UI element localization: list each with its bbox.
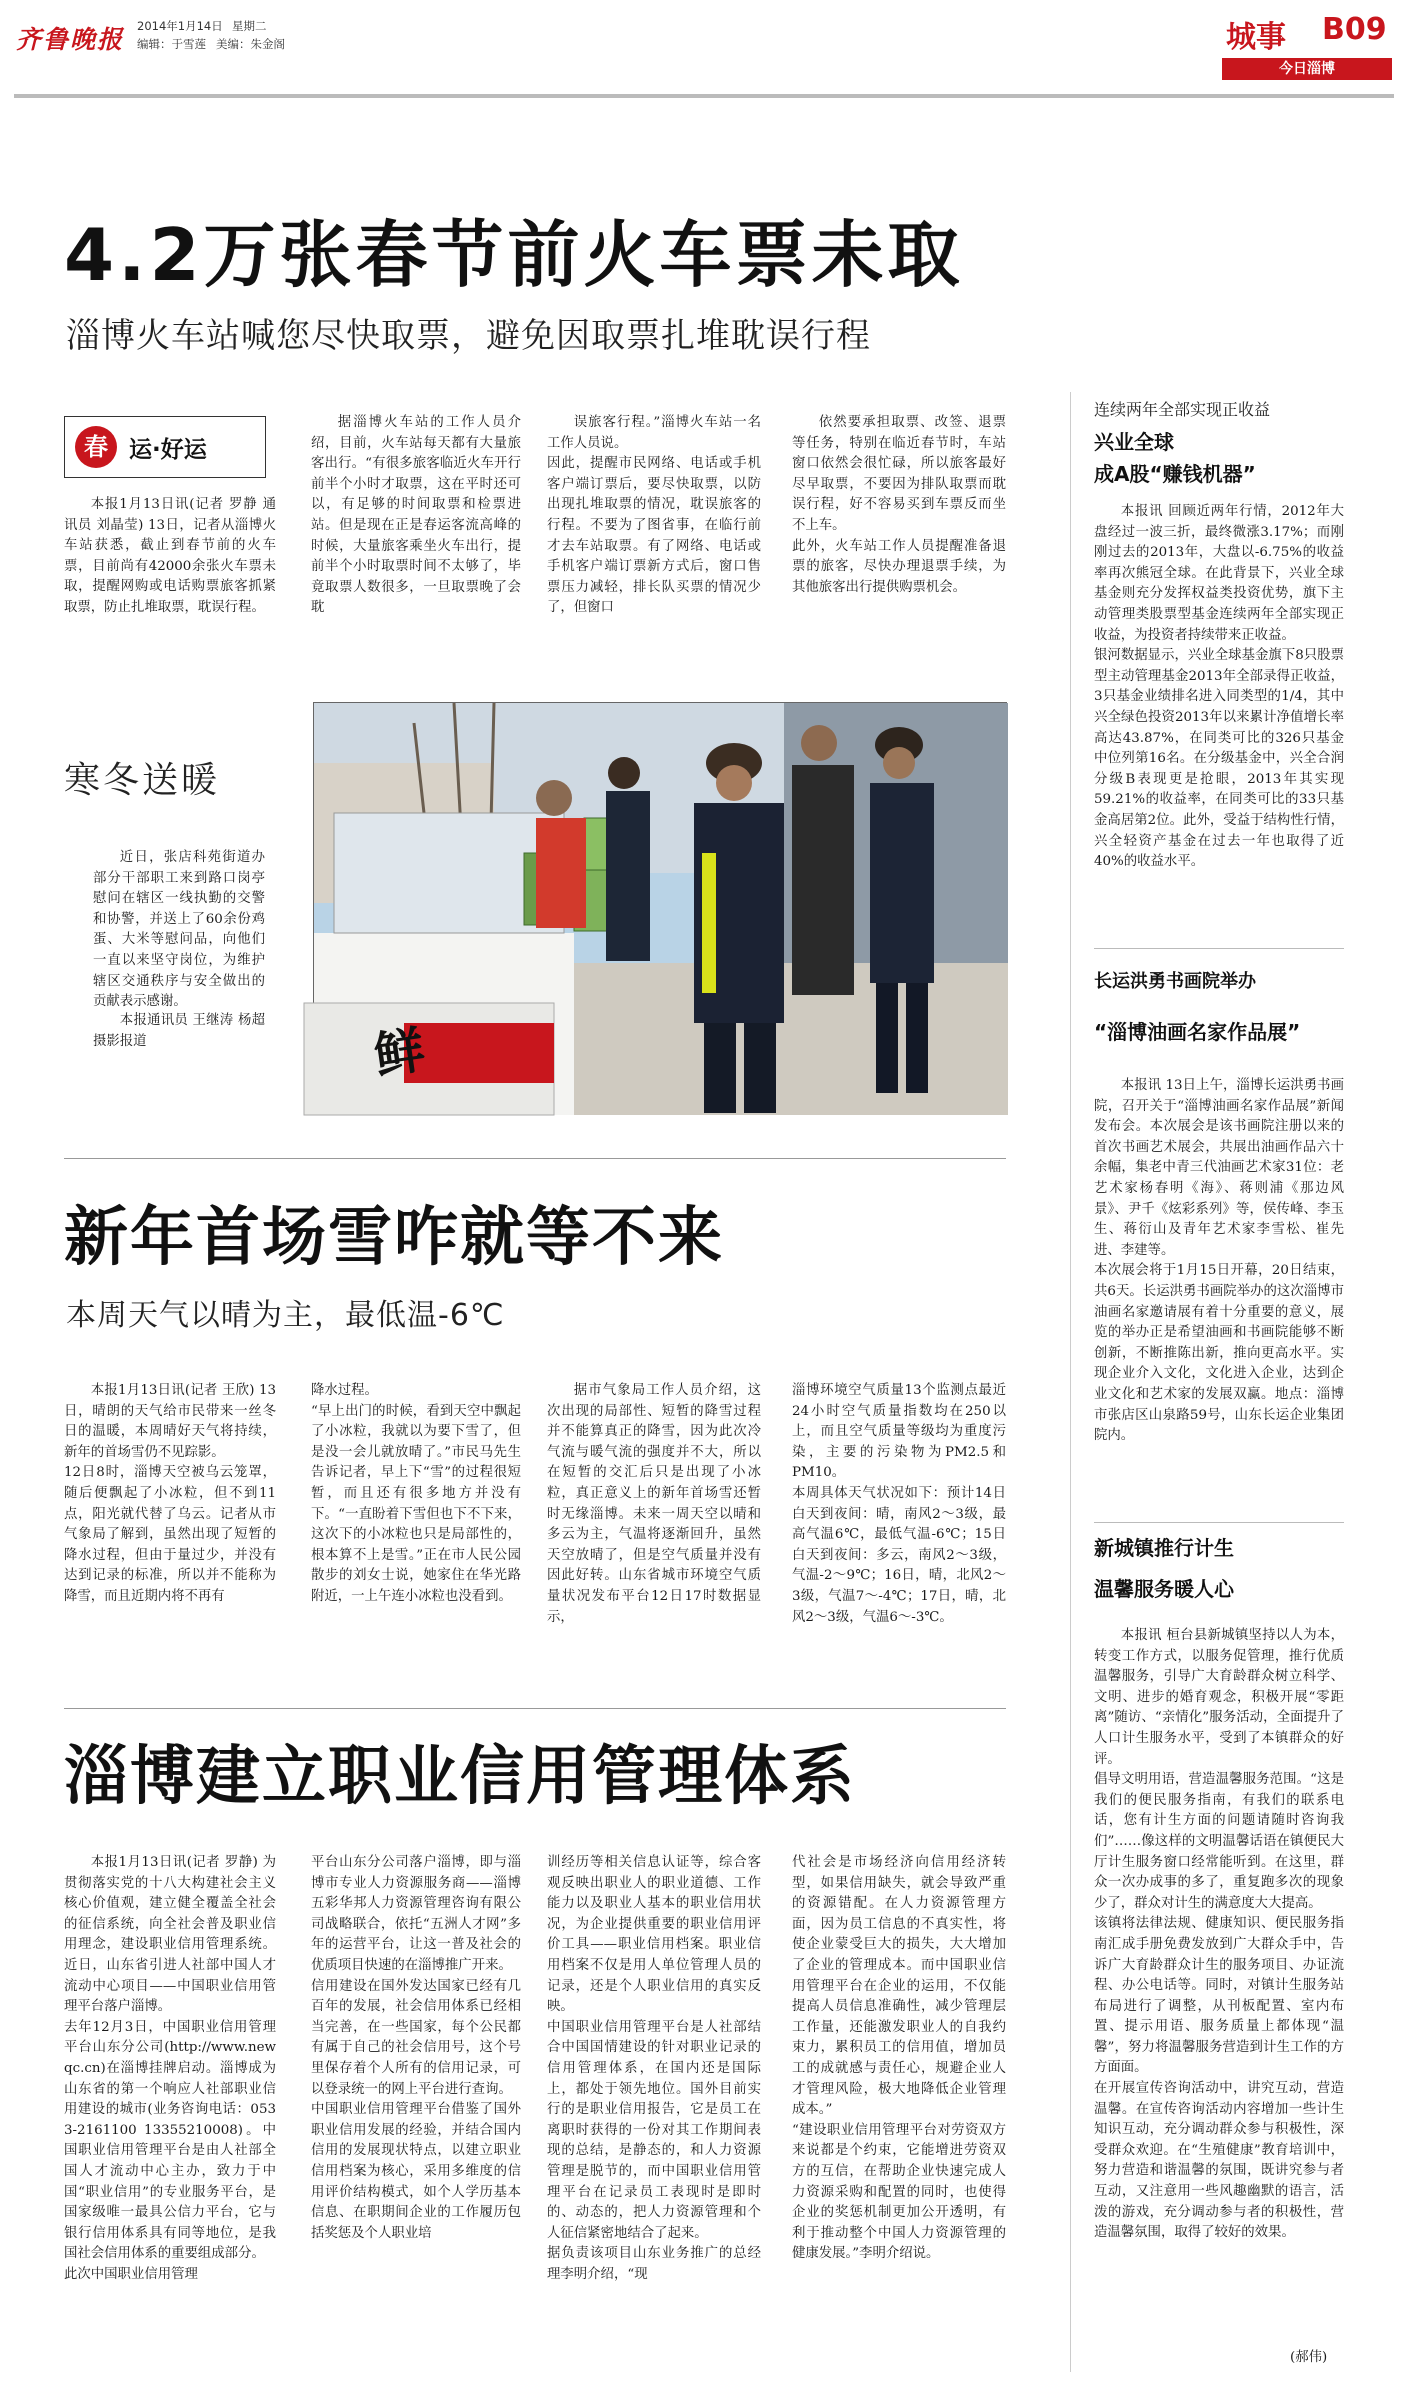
sidebar3-top-rule xyxy=(1094,1522,1344,1523)
masthead xyxy=(0,0,1409,100)
gift-box-label: 鲜 xyxy=(370,1019,429,1086)
sidebar1-kicker: 连续两年全部实现正收益 xyxy=(1094,400,1271,419)
column-tag: 运·好运 xyxy=(129,437,207,463)
sidebar3-credit: (郝伟) xyxy=(1290,2350,1328,2365)
story2-col2: 降水过程。 “早上出门的时候，看到天空中飘起了小冰粒，我就以为要下雪了，但是没一会儿就放晴了。”市民马先生告诉记者，早上下“雪”的过程很短暂，而且还有很多地方并没有下。“一直盼着下雪但也下不下来，这次下的小冰粒也只是局部性的，根本算不上是雪。”正在市人民公园散步的刘女士说，她家住在华光路附近，一上午连小冰粒也没看到。 xyxy=(311,1383,521,1604)
designer-credit: 美编：朱金阁 xyxy=(216,37,285,51)
story3-col3: 训经历等相关信息认证等，综合客观反映出职业人的职业道德、工作能力以及职业人基本的职业信用状况，为企业提供重要的职业信用评价工具——职业信用档案。职业信用档案不仅是用人单位管理人员的记录，还是个人职业信用的真实反映。 中国职业信用管理平台是人社部结合中国国情建设的针对职业记录的信用管理体系，在国内还是国际上，都处于领先地位。国外目前实行的是职业信用报告，它是员工在离职时获得的一份对其工作期间表现的总结，是静态的，和人力资源管理是脱节的，而中国职业信用管理平台在记录员工表现时是即时的、动态的，把人力资源管理和个人征信紧密地结合了起来。 据负责该项目山东业务推广的总经理李明介绍，“现 xyxy=(547,1855,761,2282)
story1-headline: 4.2万张春节前火车票未取 xyxy=(64,213,964,297)
sidebar1-title-line2: 成A股“赚钱机器” xyxy=(1094,462,1256,486)
story3-top-rule xyxy=(64,1708,1006,1709)
column-tag-box xyxy=(64,416,266,478)
story3-col2: 平台山东分公司落户淄博，即与淄博市专业人力资源服务商——淄博五彩华邦人力资源管理咨询有限公司战略联合，依托“五洲人才网”多年的运营平台，让这一普及社会的优质项目快速的在淄博推广开来。 信用建设在国外发达国家已经有几百年的发展，社会信用体系已经相当完善，在一些国家，每个公民都有属于自己的社会信用号，这个号里保存着个人所有的信用记录，可以登录统一的网上平台进行查询。 中国职业信用管理平台借鉴了国外职业信用发展的经验，并结合国内信用的发展现状特点，以建立职业信用档案为核心，采用多维度的信用评价结构模式，如个人学历基本信息、在职期间企业的工作履历包括奖惩及个人职业培 xyxy=(311,1855,521,2241)
spring-logo-icon: 春 xyxy=(75,426,117,468)
story1-col3: 误旅客行程。”淄博火车站一名工作人员说。 因此，提醒市民网络、电话或手机客户端订票后，要尽快取票，以防出现扎堆取票的情况，耽误旅客的行程。不要为了图省事，在临行前才去车站取票。有了网络、电话或手机客户端订票新方式后，窗口售票压力减轻，排长队买票的情况少了，但窗口 xyxy=(547,415,761,616)
story1-lead: 本报1月13日讯(记者 罗静 通讯员 刘晶莹) 13日，记者从淄博火车站获悉，截止到春节前的火车票，目前尚有42000余张火车票未取，提醒网购或电话购票旅客抓紧取票，防止扎堆取票，耽误行程。 xyxy=(64,497,276,615)
story2-col4: 淄博环境空气质量13个监测点最近24小时空气质量指数均在250以上，而且空气质量等级均为重度污染，主要的污染物为PM2.5和PM10。 本周具体天气状况如下：预计14日白天到夜间：晴，南风2～3级，最高气温6℃，最低气温-6℃；15日白天到夜间：多云，南风2～3级，气温-2～9℃；16日，晴，北风2～3级，气温7～-4℃；17日，晴，北风2～3级，气温6～-3℃。 xyxy=(792,1383,1006,1625)
story3-col1: 本报1月13日讯(记者 罗静) 为贯彻落实党的十八大构建社会主义核心价值观，建立健全覆盖全社会的征信系统，向全社会普及职业信用理念，建设职业信用管理系统。近日，山东省引进人社部中国人才流动中心项目——中国职业信用管理平台落户淄博。 去年12月3日，中国职业信用管理平台山东分公司(http://www.newqc.cn)在淄博挂牌启动。淄博成为山东省的第一个响应人社部职业信用建设的城市(业务咨询电话：0533-2161100 13355210008)。中国职业信用管理平台是由人社部全国人才流动中心主办，致力于中国“职业信用”的专业服务平台，是国家级唯一最具公信力平台，它与银行信用体系具有同等地位，是我国社会信用体系的重要组成部分。 此次中国职业信用管理 xyxy=(64,1855,276,2282)
sidebar-divider xyxy=(1070,392,1071,2372)
sidebar2-kicker: 长运洪勇书画院举办 xyxy=(1094,971,1256,992)
photo-story-title: 寒冬送暖 xyxy=(64,760,221,801)
masthead-rule xyxy=(14,94,1394,98)
story3-headline: 淄博建立职业信用管理体系 xyxy=(64,1740,856,1814)
sidebar3-text: 本报讯 桓台县新城镇坚持以人为本，转变工作方式，以服务促管理，推行优质温馨服务，引导广大育龄群众树立科学、文明、进步的婚育观念，积极开展“零距离”随访、“亲情化”服务活动，全面提升了人口计生服务水平，受到了本镇群众的好评。 倡导文明用语，营造温馨服务范围。“这是我们的便民服务指南，有我们的联系电话，您有计生方面的问题请随时咨询我们”……像这样的文明温馨话语在镇便民大厅计生服务窗口经常能听到。在这里，群众一次办成事的多了，重复跑多次的现象少了，群众对计生的满意度大大提高。 该镇将法律法规、健康知识、便民服务指南汇成手册免费发放到广大群众手中，告诉广大育龄群众计生的服务项目、办证流程、办公电话等。同时，对镇计生服务站布局进行了调整，从刊板配置、室内布置、提示用语、服务质量上都体现“温馨”，努力将温馨服务营造到计生工作的方方面面。 在开展宣传咨询活动中，讲究互动，营造温馨。在宣传咨询活动内容增加一些计生知识互动，充分调动群众参与积极性，深受群众欢迎。在“生殖健康”教育培训中，努力营造和谐温馨的氛围，既讲究参与者互动，又注意用一些风趣幽默的语言，活泼的游戏，充分调动参与者的积极性，营造温馨氛围，取得了较好的效果。 xyxy=(1094,1628,1344,2241)
sidebar1-text: 本报讯 回顾近两年行情，2012年大盘经过一波三折，最终微涨3.17%；而刚刚过去的2013年，大盘以-6.75%的收益率再次熊冠全球。在此背景下，兴业全球基金则充分发挥权益类投资优势，旗下主动管理类股票型基金连续两年全部实现正收益，为投资者持续带来正收益。 银河数据显示，兴业全球基金旗下8只股票型主动管理基金2013年全部录得正收益，3只基金业绩排名进入同类型的1/4，其中兴全绿色投资2013年以来累计净值增长率高达43.87%，在同类可比的326只基金中位列第16名。在分级基金中，兴全合润分级B表现更是抢眼，2013年其实现59.21%的收益率，在同类可比的33只基金高居第2位。此外，受益于结构性行情，兴全轻资产基金在过去一年也取得了近40%的收益水平。 xyxy=(1094,504,1344,870)
section-name: 城事 xyxy=(1226,20,1286,55)
editor-credit: 编辑：于雪莲 xyxy=(137,37,206,51)
photo-credit: 本报通讯员 王继涛 杨超 摄影报道 xyxy=(93,1013,265,1049)
photo-story-text: 近日，张店科苑街道办部分干部职工来到路口岗亭慰问在辖区一线执勤的交警和协警，并送上了60余份鸡蛋、大米等慰问品，向他们一直以来坚守岗位，为维护辖区交通秩序与安全做出的贡献表示感谢。 xyxy=(93,850,265,1010)
story2-headline: 新年首场雪咋就等不来 xyxy=(64,1201,724,1275)
issue-date: 2014年1月14日 xyxy=(137,19,223,33)
story2-subhead: 本周天气以晴为主，最低温-6℃ xyxy=(66,1298,505,1333)
section-sub-banner: 今日淄博 xyxy=(1222,58,1392,80)
story1-col2: 据淄博火车站的工作人员介绍，目前，火车站每天都有大量旅客出行。“有很多旅客临近火车开行前半个小时才取票，这在平时还可以，有足够的时间取票和检票进站。但是现在正是春运客流高峰的时候，大量旅客乘坐火车出行，提前半个小时取票时间不太够了，毕竟取票人数很多，一旦取票晚了会耽 xyxy=(311,415,521,616)
story2-col3: 据市气象局工作人员介绍，这次出现的局部性、短暂的降雪过程并不能算真正的降雪，因为此次冷气流与暖气流的强度并不大，所以在短暂的交汇后只是出现了小冰粒，真正意义上的新年首场雪还暂时无缘淄博。未来一周天空以晴和多云为主，气温将逐渐回升，虽然天空放晴了，但是空气质量并没有因此好转。山东省城市环境空气质量状况发布平台12日17时数据显示， xyxy=(547,1383,761,1625)
page-number: B09 xyxy=(1322,12,1387,47)
paper-logo: 齐鲁晚报 xyxy=(16,25,125,54)
sidebar2-top-rule xyxy=(1094,948,1344,949)
story1-col4: 依然要承担取票、改签、退票等任务，特别在临近春节时，车站窗口依然会很忙碌，所以旅客最好尽早取票，不要因为排队取票而耽误行程，好不容易买到车票反而坐不上车。 此外，火车站工作人员提醒准备退票的旅客，尽快办理退票手续，为其他旅客出行提供购票机会。 xyxy=(792,415,1006,595)
story2-top-rule xyxy=(64,1158,1006,1159)
story1-subhead: 淄博火车站喊您尽快取票，避免因取票扎堆耽误行程 xyxy=(66,316,871,356)
sidebar3-title-line2: 温馨服务暖人心 xyxy=(1094,1577,1234,1601)
issue-weekday: 星期二 xyxy=(232,19,267,33)
sidebar1-title-line1: 兴业全球 xyxy=(1094,430,1174,454)
sidebar2-title: “淄博油画名家作品展” xyxy=(1094,1020,1301,1044)
story3-col4: 代社会是市场经济向信用经济转型，如果信用缺失，就会导致严重的资源错配。在人力资源管理方面，因为员工信息的不真实性，将使企业蒙受巨大的损失，大大增加了企业的管理成本。而中国职业信用管理平台在企业的运用，不仅能提高人员信息准确性，减少管理层工作量，还能激发职业人的自我约束力，累积员工的信用值，增加员工的成就感与责任心，规避企业人才管理风险，极大地降低企业管理成本。” “建设职业信用管理平台对劳资双方来说都是个约束，它能增进劳资双方的互信，在帮助企业快速完成人力资源采购和配置的同时，也使得企业的奖惩机制更加公开透明，有利于推动整个中国人力资源管理的健康发展。”李明介绍说。 xyxy=(792,1855,1006,2262)
sidebar3-title-line1: 新城镇推行计生 xyxy=(1094,1536,1234,1560)
story2-col1: 本报1月13日讯(记者 王欣) 13日，晴朗的天气给市民带来一丝冬日的温暖，本周晴好天气将持续，新年的首场雪仍不见踪影。 12日8时，淄博天空被乌云笼罩，随后便飘起了小冰粒，但不到11点，阳光就代替了乌云。记者从市气象局了解到，虽然出现了短暂的降水过程，但由于量过少，并没有达到记录的标准，所以并不能称为降雪，而且近期内将不再有 xyxy=(64,1383,276,1604)
sidebar2-text: 本报讯 13日上午，淄博长运洪勇书画院，召开关于“淄博油画名家作品展”新闻发布会。本次展会是该书画院注册以来的首次书画艺术展会，共展出油画作品六十余幅，集老中青三代油画艺术家31位：老艺术家杨春明《海》、蒋则浦《那边风景》、尹千《炫彩系列》等，侯传峰、李玉生、蒋衍山及青年艺术家李雪松、崔先进、李建等。 本次展会将于1月15日开幕，20日结束，共6天。长运洪勇书画院举办的这次淄博市油画名家邀请展有着十分重要的意义，展览的举办正是希望油画和书画院能够不断创新，不断推陈出新，推向更高水平。实现企业介入文化，文化进入企业，达到企业文化和艺术家的发展双赢。地点：淄博市张店区山泉路59号，山东长运企业集团院内。 xyxy=(1094,1078,1344,1444)
news-photo xyxy=(313,702,1007,1114)
